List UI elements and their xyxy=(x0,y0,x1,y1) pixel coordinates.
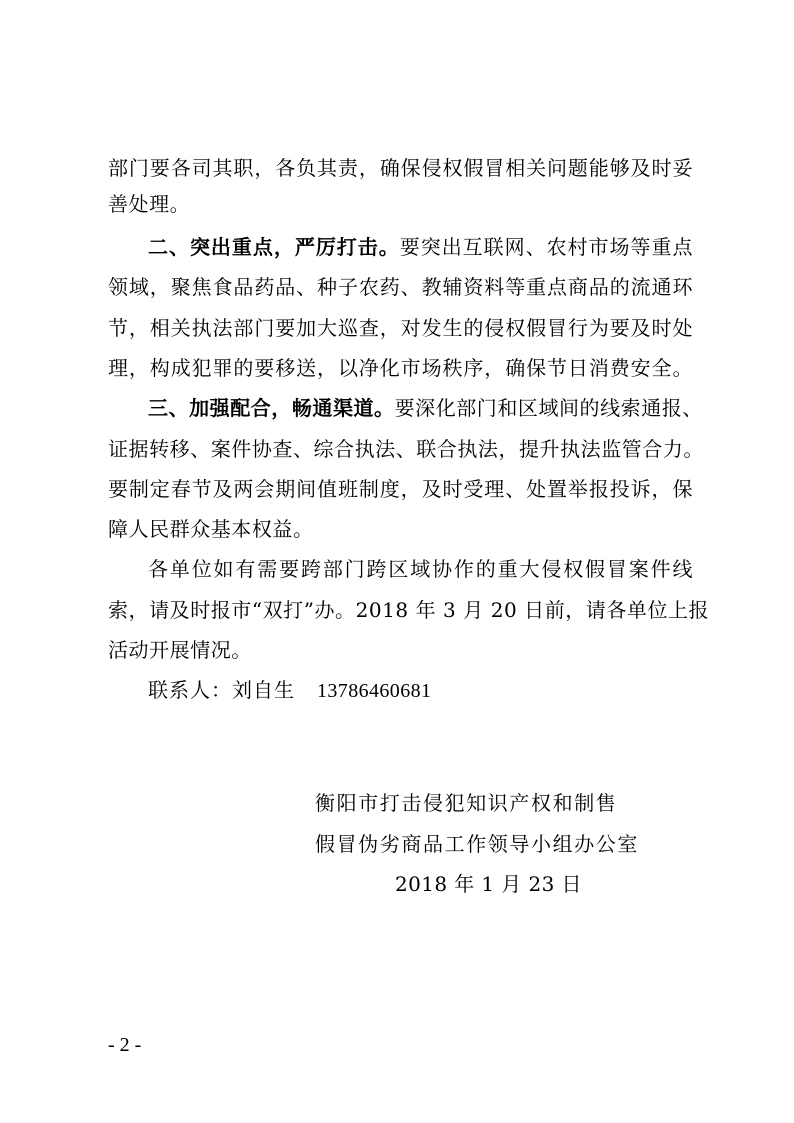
section-heading: 二、突出重点，严厉打击。 xyxy=(148,235,400,259)
paragraph-line xyxy=(148,229,693,265)
paragraph-line xyxy=(148,390,703,426)
section-heading: 三、加强配合，畅通渠道。 xyxy=(148,396,395,420)
signature-date: 2018 年 1 月 23 日 xyxy=(395,872,582,896)
paragraph-text: 要深化部门和区域间的线索通报、 xyxy=(394,396,703,420)
paragraph-line: 理，构成犯罪的要移送，以净化市场秩序，确保节日消费安全。 xyxy=(108,356,693,380)
paragraph-line: 障人民群众基本权益。 xyxy=(108,517,314,541)
paragraph-line: 证据转移、案件协查、综合执法、联合执法，提升执法监管合力。 xyxy=(108,437,704,461)
contact-label: 联系人：刘自生 xyxy=(148,678,295,702)
paragraph-line: 领域，聚焦食品药品、种子农药、教辅资料等重点商品的流通环 xyxy=(108,275,693,299)
contact-line xyxy=(148,672,693,708)
paragraph-line: 活动开展情况。 xyxy=(108,638,252,662)
paragraph-line: 部门要各司其职，各负其责，确保侵权假冒相关问题能够及时妥 xyxy=(108,156,693,180)
paragraph-line: 善处理。 xyxy=(108,192,191,216)
page-number: - 2 - xyxy=(108,1034,142,1056)
signature-org-line2: 假冒伪劣商品工作领导小组办公室 xyxy=(315,832,639,856)
contact-phone: 13786460681 xyxy=(317,680,432,702)
paragraph-line: 各单位如有需要跨部门跨区域协作的重大侵权假冒案件线 xyxy=(148,557,693,581)
paragraph-text: 要突出互联网、农村市场等重点 xyxy=(399,235,693,259)
paragraph-line: 要制定春节及两会期间值班制度，及时受理、处置举报投诉，保 xyxy=(108,477,693,501)
signature-org-line1: 衡阳市打击侵犯知识产权和制售 xyxy=(315,791,618,815)
paragraph-line: 索，请及时报市“双打”办。2018 年 3 月 20 日前，请各单位上报 xyxy=(108,598,710,622)
paragraph-line: 节，相关执法部门要加大巡查，对发生的侵权假冒行为要及时处 xyxy=(108,316,693,340)
